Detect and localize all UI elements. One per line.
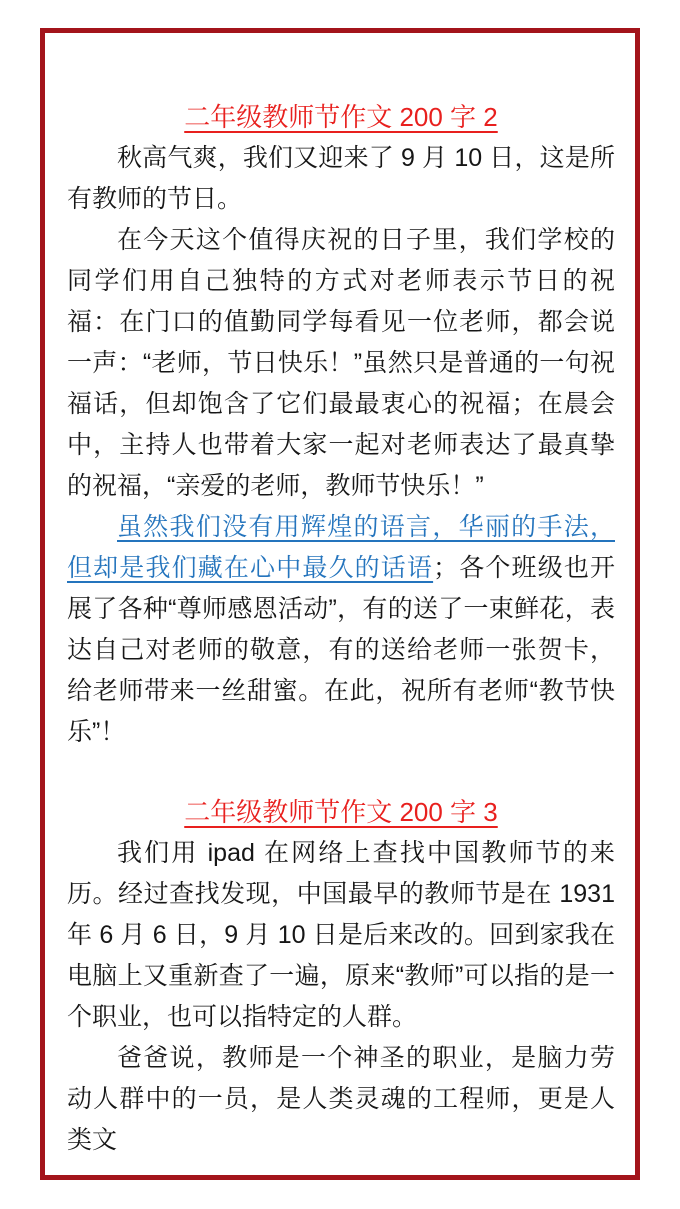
essay2-paragraph-1: 秋高气爽，我们又迎来了 9 月 10 日，这是所有教师的节日。	[67, 144, 615, 213]
essay2-paragraph-3-hyperlink[interactable]: 虽然我们没有用辉煌的语言，华丽的手法，但却是我们藏在心中最久的话语	[67, 513, 615, 582]
document-page-frame	[40, 28, 640, 1180]
essay2-title: 二年级教师节作文 200 字 2	[184, 102, 498, 132]
essay3-paragraph-2: 爸爸说，教师是一个神圣的职业，是脑力劳动人群中的一员，是人类灵魂的工程师，更是人类文	[67, 1044, 615, 1154]
essay2-paragraph-3-rest: ；各个班级也开展了各种“尊师感恩活动”，有的送了一束鲜花，表达自己对老师的敬意，有的送给老师一张贺卡，给老师带来一丝甜蜜。在此，祝所有老师“教节快乐”！	[67, 554, 615, 746]
document-body	[67, 97, 615, 1161]
essay3-title: 二年级教师节作文 200 字 3	[184, 797, 498, 827]
essay2-paragraph-3	[67, 507, 615, 753]
essay-section-3	[67, 792, 615, 1161]
essay-section-2	[67, 97, 615, 753]
essay2-paragraph-2: 在今天这个值得庆祝的日子里，我们学校的同学们用自己独特的方式对老师表示节日的祝福：在门口的值勤同学每看见一位老师，都会说一声：“老师，节日快乐！”虽然只是普通的一句祝福话，但却饱含了它们最最衷心的祝福；在晨会中，主持人也带着大家一起对老师表达了最真挚的祝福，“亲爱的老师，教师节快乐！”	[67, 226, 615, 500]
essay3-paragraph-1: 我们用 ipad 在网络上查找中国教师节的来历。经过查找发现，中国最早的教师节是在 1931 年 6 月 6 日，9 月 10 日是后来改的。回到家我在电脑上又重新查了一遍，原来“教师”可以指的是一个职业，也可以指特定的人群。	[67, 839, 615, 1031]
